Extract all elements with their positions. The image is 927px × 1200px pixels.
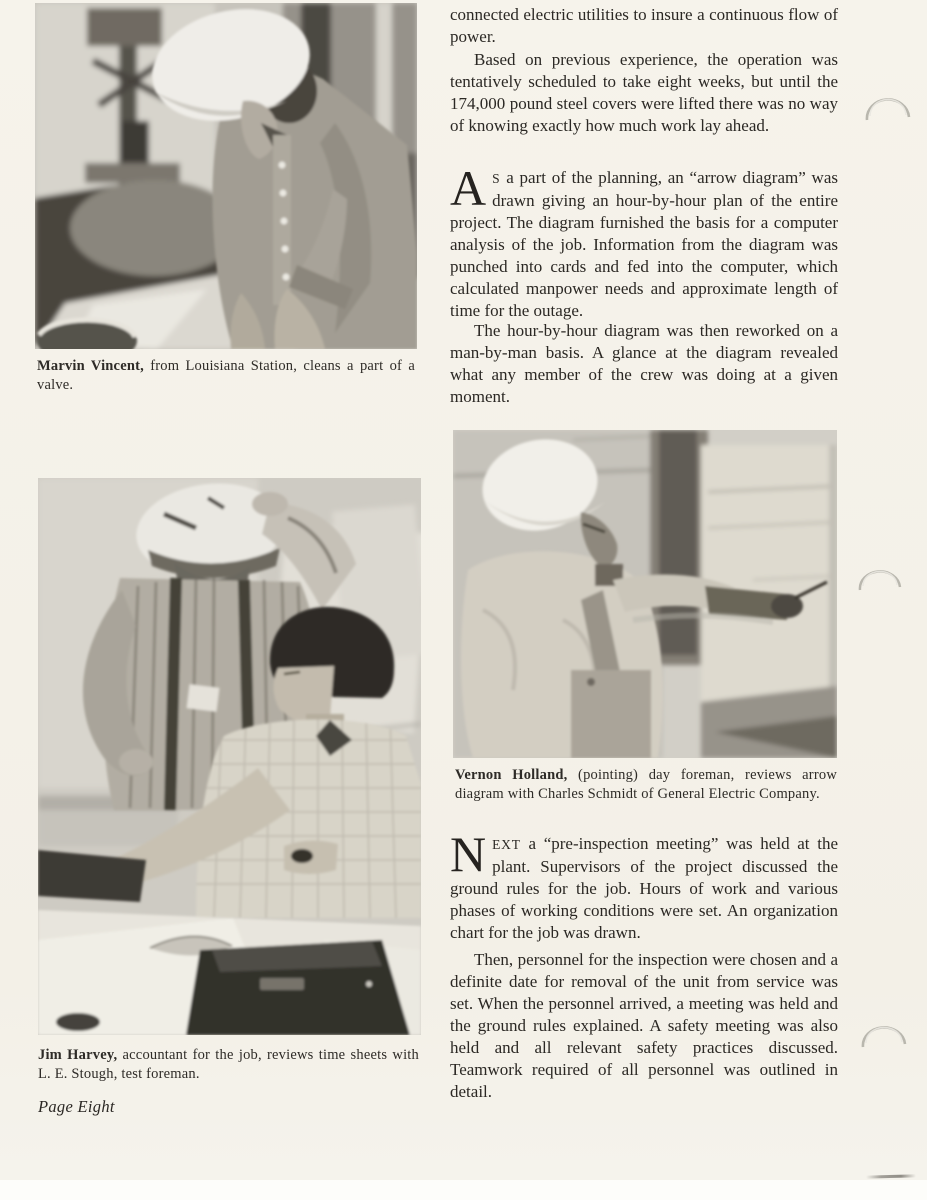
- caption-name-marvin: Marvin Vincent,: [37, 358, 144, 374]
- page-footer: Page Eight: [38, 1097, 115, 1116]
- paper-curl-mark-bottom: [858, 1016, 910, 1066]
- drop-cap-n: N: [450, 826, 487, 882]
- photo-vernon-holland-illustration: [453, 430, 837, 758]
- caption-name-harvey: Jim Harvey,: [38, 1047, 118, 1063]
- article-paragraph-3: [450, 160, 838, 322]
- caption-text-holland: (pointing) day foreman, reviews arrow diagram with Charles Schmidt of General Electric Company.: [455, 767, 837, 802]
- scan-bottom-margin: [0, 1180, 927, 1200]
- photo-caption-marvin: [37, 357, 415, 395]
- photo-caption-harvey: [38, 1046, 419, 1084]
- paper-curl-mark-top: [862, 88, 914, 140]
- photo-vernon-holland: [453, 430, 837, 758]
- photo-marvin-vincent-illustration: [35, 3, 417, 349]
- article-paragraph-2: [450, 49, 838, 137]
- paragraph-text: a part of the planning, an “arrow diagram” was drawn giving an hour-by-hour plan of the entire project. The diagram furnished the basis for a computer analysis of the job. Information from the diagram was punched into cards and fed into the computer, which calculated manpower needs and approximate length of time for the outage.: [450, 168, 838, 320]
- paragraph-text: Then, personnel for the inspection were chosen and a definite date for removal of the unit from service was set. When the personnel arrived, a meeting was held and the ground rules explained. A safety meeting was also held and all relevant safety practices discussed. Teamwork required of all personnel was outlined in detail.: [450, 950, 838, 1101]
- article-paragraph-5: [450, 826, 838, 944]
- caption-text-marvin: from Louisiana Station, cleans a part of a valve.: [37, 358, 415, 393]
- caption-text-harvey: accountant for the job, reviews time sheets with L. E. Stough, test foreman.: [38, 1047, 419, 1082]
- article-paragraph-6: [450, 949, 838, 1103]
- article-paragraph-4: [450, 320, 838, 408]
- paragraph-text: a “pre-inspection meeting” was held at the plant. Supervisors of the project discussed the ground rules for the job. Hours of work and various phases of working conditions were set. An organization chart for the job was drawn.: [450, 834, 838, 942]
- scan-edge-line: [866, 1174, 916, 1178]
- article-paragraph-1: [450, 4, 838, 48]
- paper-curl-mark-middle: [856, 560, 904, 606]
- lead-letters: EXT: [492, 837, 521, 852]
- paragraph-text: Based on previous experience, the operation was tentatively scheduled to take eight weeks, but until the 174,000 pound steel covers were lifted there was no way of knowing exactly how much work lay ahead.: [450, 50, 838, 135]
- photo-jim-harvey: [38, 478, 421, 1035]
- caption-name-holland: Vernon Holland,: [455, 767, 568, 783]
- photo-caption-holland: [455, 766, 837, 804]
- drop-cap-a: A: [450, 160, 487, 216]
- photo-marvin-vincent: [35, 3, 417, 349]
- lead-letters: S: [492, 171, 501, 186]
- paragraph-text: The hour-by-hour diagram was then reworked on a man-by-man basis. A glance at the diagram revealed what any member of the crew was doing at a given moment.: [450, 321, 838, 406]
- photo-jim-harvey-illustration: [38, 478, 421, 1035]
- paragraph-text: connected electric utilities to insure a continuous flow of power.: [450, 5, 838, 46]
